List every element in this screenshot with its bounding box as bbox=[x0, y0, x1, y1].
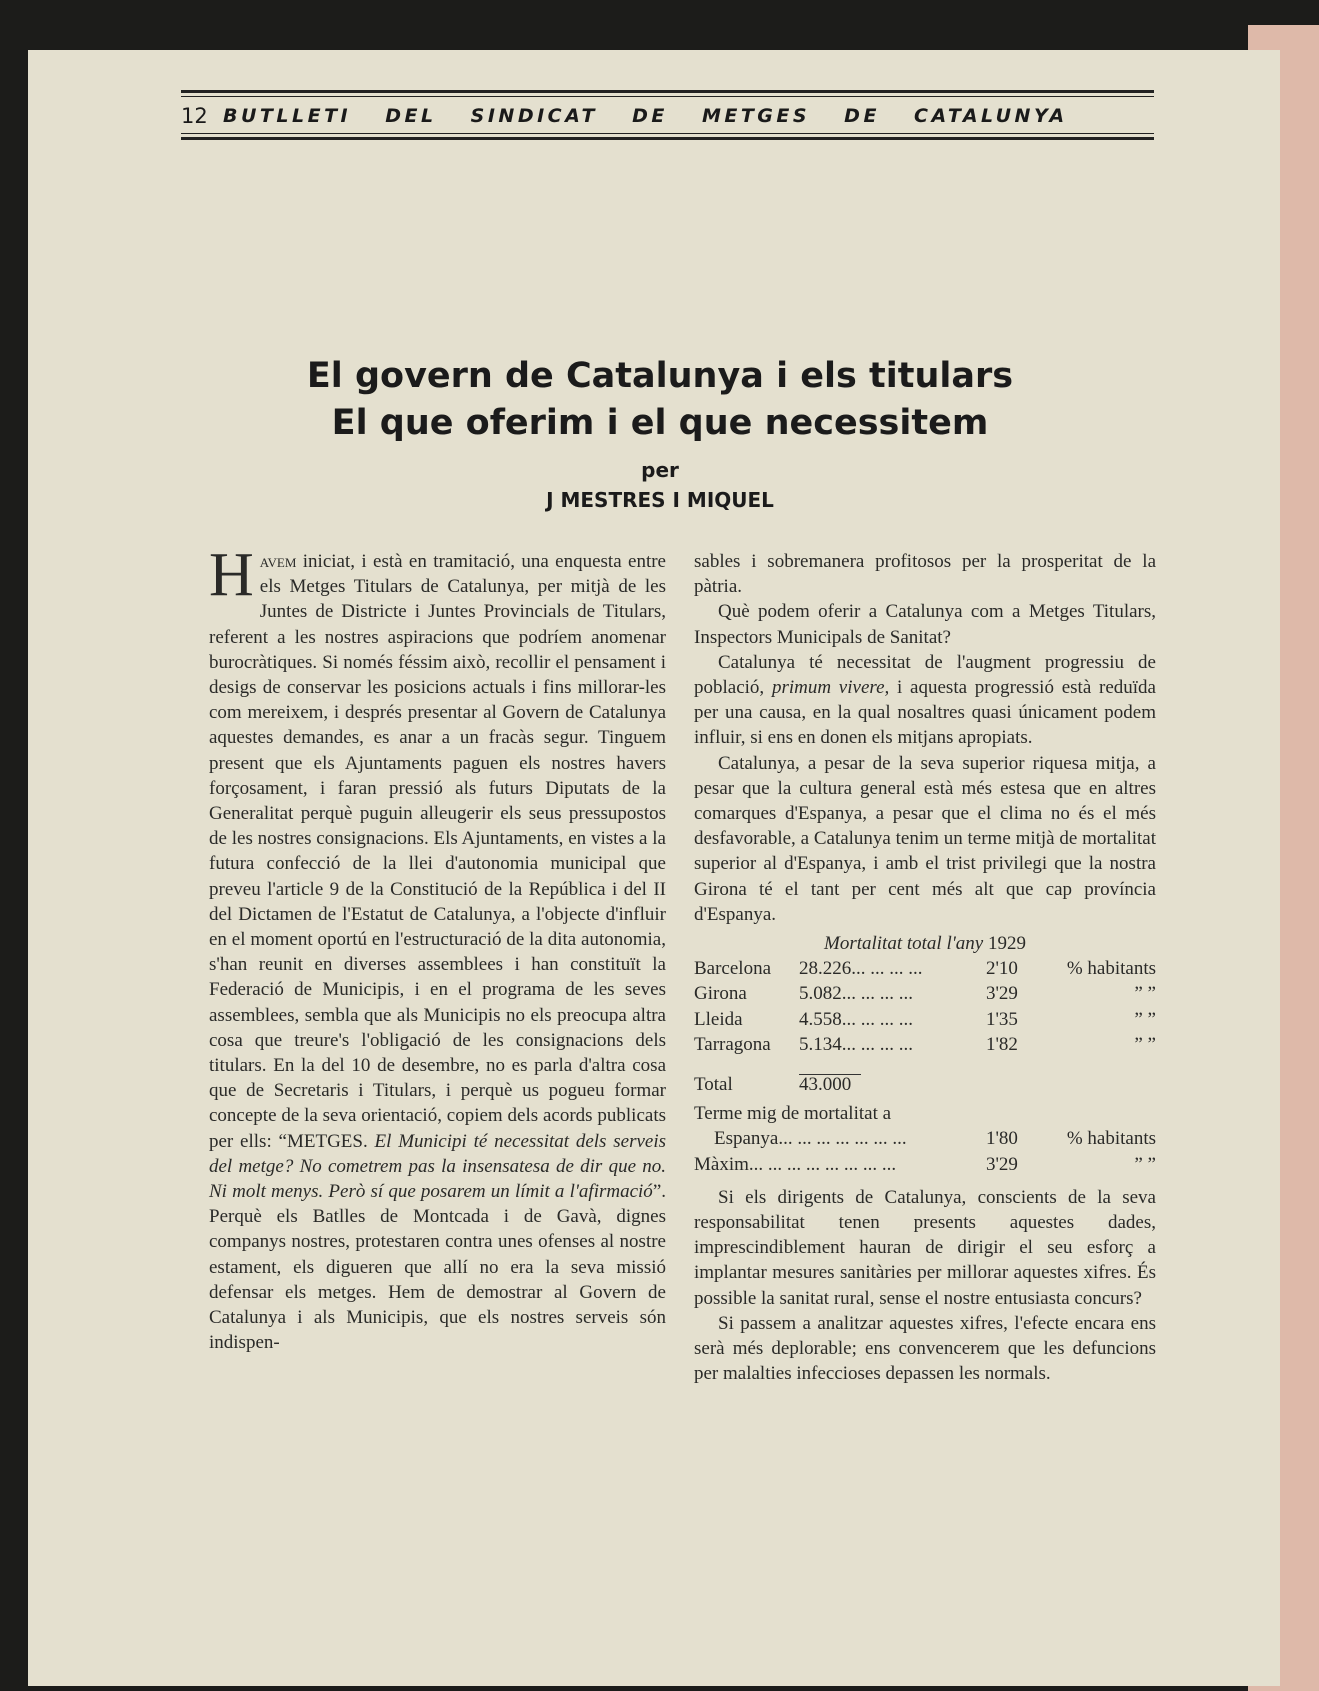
mortality-title-year: 1929 bbox=[983, 933, 1026, 955]
paragraph bbox=[209, 541, 667, 1356]
italic-quote: El Municipi té necessitat dels serveis del metge? No cometrem pas la insensatesa de dir que no. Ni molt menys. Però sí que posarem un límit a l'afirmació bbox=[209, 1130, 667, 1203]
average-label-row bbox=[694, 1101, 1156, 1126]
row-rate: 1'35 bbox=[986, 1008, 1018, 1030]
total-rule bbox=[694, 1057, 1156, 1072]
total-label: Total bbox=[694, 1074, 733, 1096]
header-rule bbox=[181, 90, 1154, 93]
spain-row bbox=[694, 1126, 1156, 1151]
row-city: Girona bbox=[694, 983, 747, 1005]
paragraph: Què podem oferir a Catalunya com a Metges Titulars, Inspectors Municipals de Sanitat? bbox=[694, 601, 1156, 648]
spain-unit: % habitants bbox=[1066, 1128, 1156, 1150]
header-rule bbox=[181, 137, 1154, 140]
max-rate: 3'29 bbox=[986, 1153, 1018, 1175]
body-text: i aquesta progressió està reduïda per una causa, en la qual nosaltres quasi únicament podem influir, si ens en donen els mitjans apropiats. bbox=[694, 677, 1156, 749]
page-number: 12 bbox=[181, 104, 208, 128]
spain-label: Espanya... ... ... ... ... ... ... bbox=[714, 1128, 907, 1150]
paragraph bbox=[694, 650, 1156, 751]
body-text: Catalunya té necessitat de l'augment progressiu de població, bbox=[694, 651, 1156, 699]
drop-cap: H bbox=[209, 541, 254, 609]
total-row bbox=[694, 1072, 1156, 1097]
row-city: Barcelona bbox=[694, 958, 772, 980]
article-title: El govern de Catalunya i els titulars bbox=[306, 356, 1014, 396]
left-column bbox=[209, 541, 667, 1356]
row-deaths: 5.082... ... ... ... bbox=[799, 983, 913, 1005]
mortality-table-title bbox=[694, 931, 1156, 956]
italic-phrase: primum vivere, bbox=[771, 677, 890, 699]
row-city: Tarragona bbox=[694, 1033, 771, 1055]
row-deaths: 28.226... ... ... ... bbox=[799, 958, 923, 980]
max-label: Màxim... ... ... ... ... ... ... ... bbox=[694, 1153, 897, 1175]
table-row bbox=[694, 1007, 1156, 1032]
paragraph: Catalunya, a pesar de la seva superior riquesa mitja, a pesar que la cultura general està més estesa que en altres comarques d'Espanya, a pesar que el clima no és el més desfavorable, a Catalunya tenim un terme mitjà de mortalitat superior al d'Espanya, i amb el trist privilegi que la nostra Girona té el tant per cent més alt que cap província d'Espanya. bbox=[694, 752, 1156, 925]
average-label: Terme mig de mortalitat a bbox=[694, 1103, 892, 1125]
journal-title: BUTLLETI DEL SINDICAT DE METGES DE CATALUNYA bbox=[223, 105, 1068, 127]
right-column bbox=[694, 549, 1156, 1387]
paragraph: sables i sobremanera profitosos per la prosperitat de la pàtria. bbox=[694, 551, 1156, 598]
body-text: ”. Perquè els Batlles de Montcada i de Gavà, dignes companys nostres, protestaren contra unes ofenses al nostre estament, els digueren que allí no era la seva missió defensar els metges. Hem de demostrar al Govern de Catalunya i als Municipis, que els nostres serveis són indispen- bbox=[209, 1181, 666, 1354]
header-text bbox=[181, 102, 1154, 130]
row-city: Lleida bbox=[694, 1008, 743, 1030]
header-rule bbox=[181, 96, 1154, 97]
byline-per: per bbox=[641, 458, 679, 482]
spain-rate: 1'80 bbox=[986, 1128, 1018, 1150]
total-value: 43.000 bbox=[799, 1074, 852, 1096]
row-unit: ” ” bbox=[1134, 1033, 1156, 1055]
row-rate: 2'10 bbox=[986, 958, 1018, 980]
max-row bbox=[694, 1152, 1156, 1177]
row-unit: % habitants bbox=[1066, 958, 1156, 980]
mortality-table bbox=[694, 956, 1156, 1057]
running-header bbox=[181, 90, 1154, 148]
table-row bbox=[694, 956, 1156, 981]
mortality-title-text: Mortalitat total l'any bbox=[824, 933, 984, 955]
article-subtitle: El que oferim i el que necessitem bbox=[331, 403, 989, 443]
row-deaths: 5.134... ... ... ... bbox=[799, 1033, 913, 1055]
row-deaths: 4.558... ... ... ... bbox=[799, 1008, 913, 1030]
max-unit: ” ” bbox=[1134, 1153, 1156, 1175]
row-unit: ” ” bbox=[1134, 983, 1156, 1005]
row-rate: 1'82 bbox=[986, 1033, 1018, 1055]
table-row bbox=[694, 981, 1156, 1006]
author-name: J MESTRES I MIQUEL bbox=[546, 488, 774, 512]
row-unit: ” ” bbox=[1134, 1008, 1156, 1030]
row-rate: 3'29 bbox=[986, 983, 1018, 1005]
paragraph: Si passem a analitzar aquestes xifres, l'efecte encara ens serà més deplorable; ens convencerem que les defuncions per malalties infeccioses depassen les normals. bbox=[694, 1312, 1156, 1385]
smallcaps-text: avem bbox=[259, 551, 297, 572]
body-text: iniciat, i està en tramitació, una enquesta entre els Metges Titulars de Catalunya, per mitjà de les Juntes de Districte i Juntes Provincials de Titulars, referent a les nostres aspiracions que podríem anomenar burocràtiques. Si només féssim això, recollir el pensament i desigs de conservar les posicions actuals i fins millorar-les com mereixem, i després presentar al Govern de Catalunya aquestes demandes, es anar a un fracàs segur. Tinguem present que els Ajuntaments paguen els nostres havers forçosament, i faran pressió als futurs Diputats de la Generalitat perquè puguin alleugerir els seus pressupostos de les nostres consignacions. Els Ajuntaments, en vistes a la futura confecció de la llei d'autonomia municipal que preveu l'article 9 de la Constitució de la República i del II del Dictamen de l'Estatut de Catalunya, a l'objecte d'influir en el moment oportú en l'estructuració de la dita autonomia, s'han reunit en diverses assemblees i han constituït la Federació de Municipis, i en el programa de les seves assemblees, sembla que als Municipis no els preocupa altra cosa que treure's l'obligació de les consignacions dels titulars. En la del 10 de desembre, no es parla d'altra cosa que de Secretaris i Titulars, i perquè us pogueu formar concepte de la seva orientació, copiem dels acords publicats per ells: “METGES. bbox=[209, 551, 666, 1152]
table-row bbox=[694, 1032, 1156, 1057]
paragraph: Si els dirigents de Catalunya, conscients de la seva responsabilitat tenen presents aquestes dades, imprescindiblement hauran de dirigir el seu esforç a implantar mesures sanitàries per millorar aquestes xifres. És possible la sanitat rural, sense el nostre entusiasta concurs? bbox=[694, 1186, 1156, 1309]
header-rule bbox=[181, 133, 1154, 134]
